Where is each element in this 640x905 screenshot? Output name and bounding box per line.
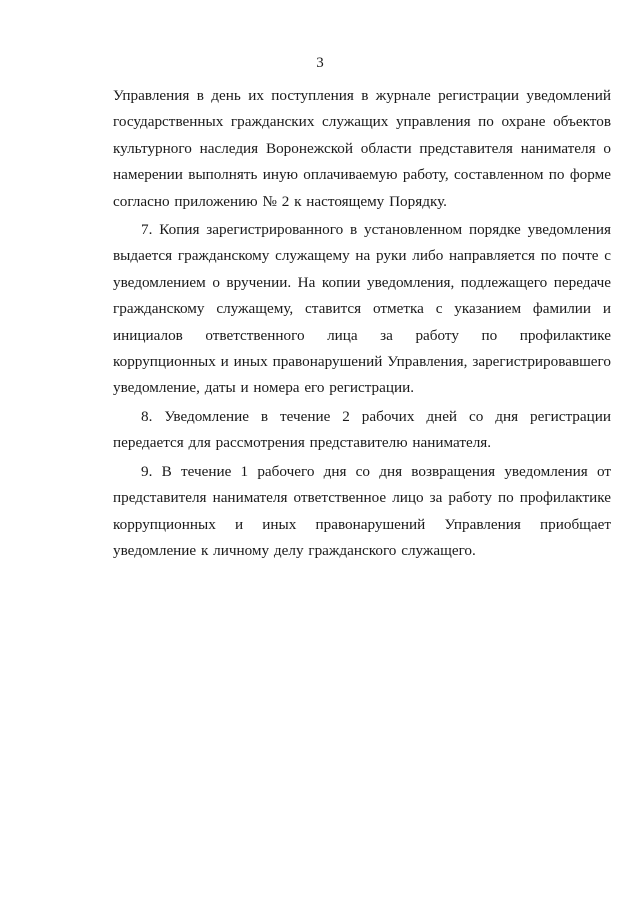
paragraph-item-9: 9. В течение 1 рабочего дня со дня возвращения уведомления от представителя нанимателя ответственное лицо за работу по профилактике коррупционных и иных правонарушений Управления приобщает уведомление к личному делу гражданского служащего. — [113, 462, 611, 559]
paragraph-item-7: 7. Копия зарегистрированного в установленном порядке уведомления выдается гражданскому служащему на руки либо направляется по почте с уведомлением о вручении. На копии уведомления, подлежащего передаче гражданскому служащему, ставится отметка с указанием фамилии и инициалов ответственного лица за работу по профилактике коррупционных и иных правонарушений Управления, зарегистрировавшего уведомление, даты и номера его регистрации. — [113, 221, 611, 397]
paragraph-item-8: 8. Уведомление в течение 2 рабочих дней со дня регистрации передается для рассмотрения представителю нанимателя. — [113, 407, 611, 452]
paragraph-continuation: Управления в день их поступления в журнале регистрации уведомлений государственных гражданских служащих управления по охране объектов культурного наследия Воронежской области представителя нанимателя о намерении выполнять иную оплачиваемую работу, составленном по форме согласно приложению № 2 к настоящему Порядку. — [113, 87, 611, 210]
page-number: 3 — [316, 55, 324, 71]
document-body — [113, 83, 611, 564]
